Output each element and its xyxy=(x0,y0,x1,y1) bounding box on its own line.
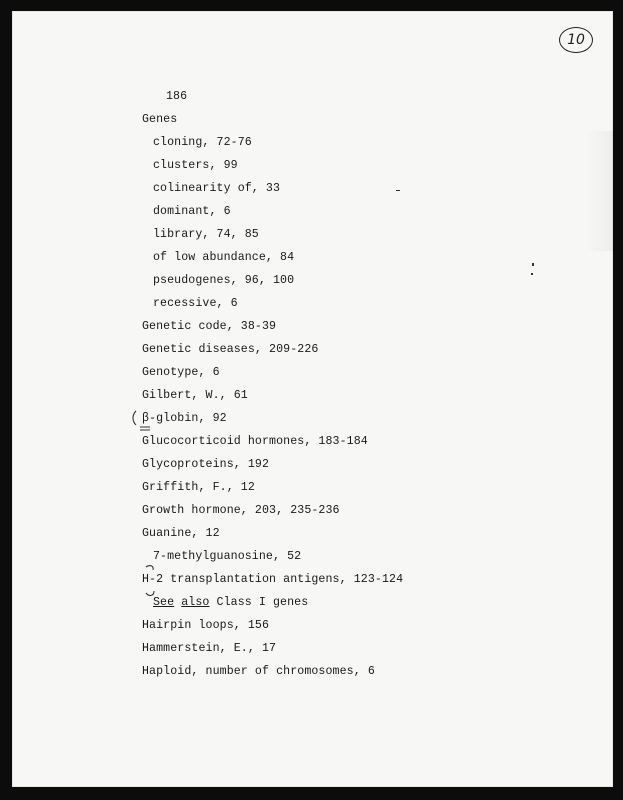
index-entry: Hammerstein, E., 17 xyxy=(142,642,277,655)
index-entry: Glucocorticoid hormones, 183-184 xyxy=(142,435,368,448)
cross-reference-target: Class I genes xyxy=(209,596,309,609)
index-entry: Hairpin loops, 156 xyxy=(142,619,270,632)
index-entry: Genotype, 6 xyxy=(142,366,220,379)
index-entry: Genetic code, 38-39 xyxy=(142,320,277,333)
stray-mark xyxy=(532,263,534,266)
index-subentry: 7-methylguanosine, 52 xyxy=(153,550,302,563)
index-subentry: of low abundance, 84 xyxy=(153,251,295,264)
index-entry: Genes xyxy=(142,113,178,126)
index-subentry: recessive, 6 xyxy=(153,297,238,310)
document-page xyxy=(12,11,613,787)
proofmark-insert-icon xyxy=(130,407,160,437)
index-entry: H-2 transplantation antigens, 123-124 xyxy=(142,573,404,586)
index-subentry: library, 74, 85 xyxy=(153,228,259,241)
index-subentry: colinearity of, 33 xyxy=(153,182,281,195)
stray-mark xyxy=(396,190,400,191)
index-entry: Growth hormone, 203, 235-236 xyxy=(142,504,340,517)
index-subentry: dominant, 6 xyxy=(153,205,231,218)
index-entry: Genetic diseases, 209-226 xyxy=(142,343,319,356)
index-entry: Gilbert, W., 61 xyxy=(142,389,248,402)
index-entry: Griffith, F., 12 xyxy=(142,481,255,494)
stray-mark xyxy=(531,273,533,275)
index-subentry: pseudogenes, 96, 100 xyxy=(153,274,295,287)
see-word: See xyxy=(153,596,175,609)
cross-reference xyxy=(153,596,308,609)
also-word: also xyxy=(181,596,210,609)
proofmark-close-up-icon xyxy=(140,563,162,601)
index-subentry: clusters, 99 xyxy=(153,159,238,172)
index-entries xyxy=(12,11,613,787)
index-subentry: cloning, 72-76 xyxy=(153,136,252,149)
index-entry: β-globin, 92 xyxy=(142,412,227,425)
index-entry: Glycoproteins, 192 xyxy=(142,458,270,471)
index-entry: Haploid, number of chromosomes, 6 xyxy=(142,665,375,678)
index-entry: Guanine, 12 xyxy=(142,527,220,540)
page-number: 186 xyxy=(166,90,188,103)
page-number-marker: 10 xyxy=(559,27,593,53)
